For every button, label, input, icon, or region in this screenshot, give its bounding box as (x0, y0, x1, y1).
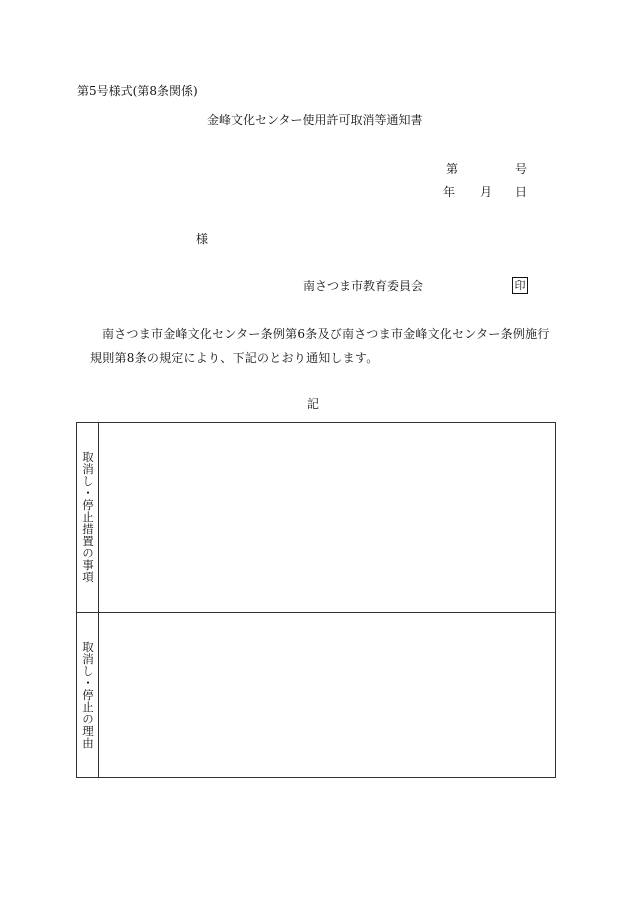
document-number-prefix: 第 (446, 162, 459, 176)
row-label-cell (77, 613, 99, 777)
row-value-cell[interactable] (99, 613, 555, 777)
form-number: 第5号様式(第8条関係) (77, 84, 198, 98)
row-label: 取消し・停止措置の事項 (81, 451, 95, 583)
table-row (77, 423, 555, 613)
table-row (77, 613, 555, 777)
recipient-honorific: 様 (196, 232, 209, 246)
row-value-cell[interactable] (99, 423, 555, 612)
date-day-label: 日 (515, 185, 528, 199)
ki-heading: 記 (307, 397, 320, 411)
date-year-label: 年 (443, 185, 456, 199)
date-month-label: 月 (480, 185, 493, 199)
page-title: 金峰文化センター使用許可取消等通知書 (207, 113, 423, 127)
issuer-name: 南さつま市教育委員会 (303, 279, 424, 293)
document-number-suffix: 号 (515, 162, 528, 176)
body-paragraph: 南さつま市金峰文化センター条例第6条及び南さつま市金峰文化センター条例施行規則第8条の規定により、下記のとおり通知します。 (90, 327, 550, 365)
seal-mark: 印 (512, 277, 528, 294)
notice-table (76, 422, 556, 778)
row-label-cell (77, 423, 99, 612)
row-label: 取消し・停止の理由 (81, 641, 95, 749)
